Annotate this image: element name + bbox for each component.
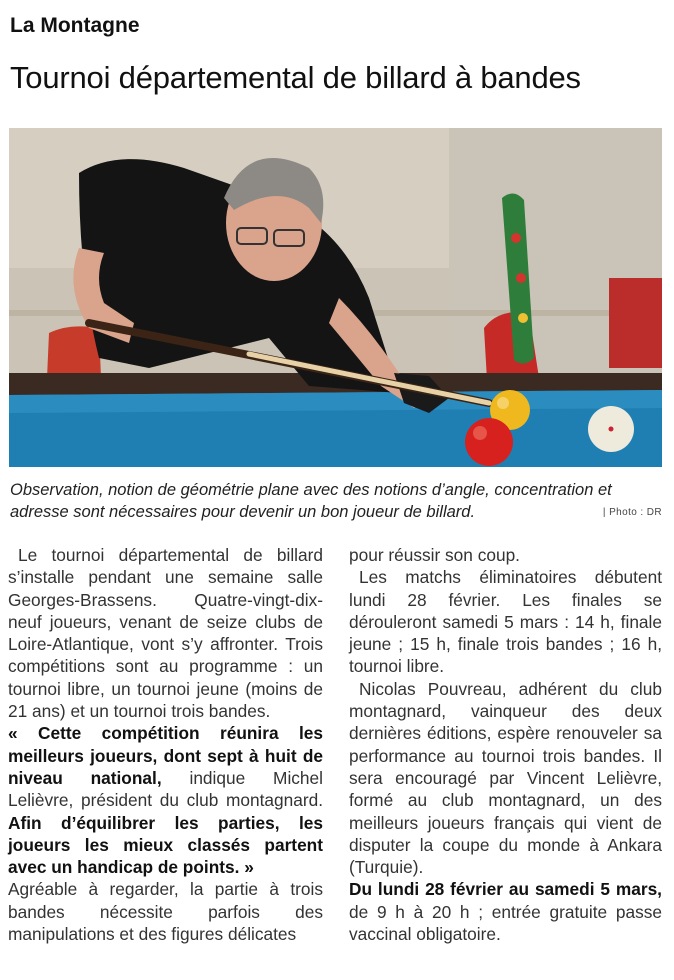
article-paragraph: Agréable à regarder, la partie à trois bandes nécessite parfois des manipulations et des figures délicates [8,879,323,945]
event-details: de 9 h à 20 h ; entrée gratuite passe vaccinal obligatoire. [349,901,662,945]
quote-attribution: indique Michel Lelièvre, président du club montagnard. [8,767,323,811]
article-paragraph: pour réussir son coup. [349,545,520,565]
quote-bold: « Cette compétition réunira les meilleurs joueurs, dont sept à huit de niveau national, [8,723,323,788]
event-info [349,878,662,945]
article-headline: Tournoi départemental de billard à bandes [10,60,581,95]
article-paragraph: Les matchs éliminatoires débutent lundi 28 février. Les finales se dérouleront samedi 5 mars : 14 h, finale jeune ; 15 h, finale trois bandes ; 16 h, tournoi libre. [349,567,662,677]
article-column-2 [349,544,662,945]
event-dates: Du lundi 28 février au samedi 5 mars, [349,879,662,900]
photo-credit: | Photo : DR [602,507,662,518]
quote-bold: Afin d’équilibrer les parties, les joueurs les mieux classés partent avec un handicap de points. » [8,812,323,878]
article-quote [8,722,323,878]
article-paragraph: Le tournoi départemental de billard s’installe pendant une semaine salle Georges-Brassens. Quatre-vingt-dix-neuf joueurs, venant de seize clubs de Loire-Atlantique, vont s’y affronter. Trois compétitions sont au programme : un tournoi libre, un tournoi jeune (moins de 21 ans) et un tournoi trois bandes. [8,545,323,722]
newspaper-section: La Montagne [10,14,140,37]
photo-caption: Observation, notion de géométrie plane avec des notions d’angle, concentration et adresse sont nécessaires pour devenir un bon joueur de billard. [10,481,612,521]
article-paragraph: Nicolas Pouvreau, adhérent du club montagnard, vainqueur des deux dernières éditions, espère renouveler sa performance au tournoi trois bandes. Il sera encouragé par Vincent Lelièvre, formé au club montagnard, un des meilleurs joueurs français qui vient de disputer la coupe du monde à Ankara (Turquie). [349,678,662,878]
article-photo [9,128,662,467]
article-column-1 [8,544,323,945]
